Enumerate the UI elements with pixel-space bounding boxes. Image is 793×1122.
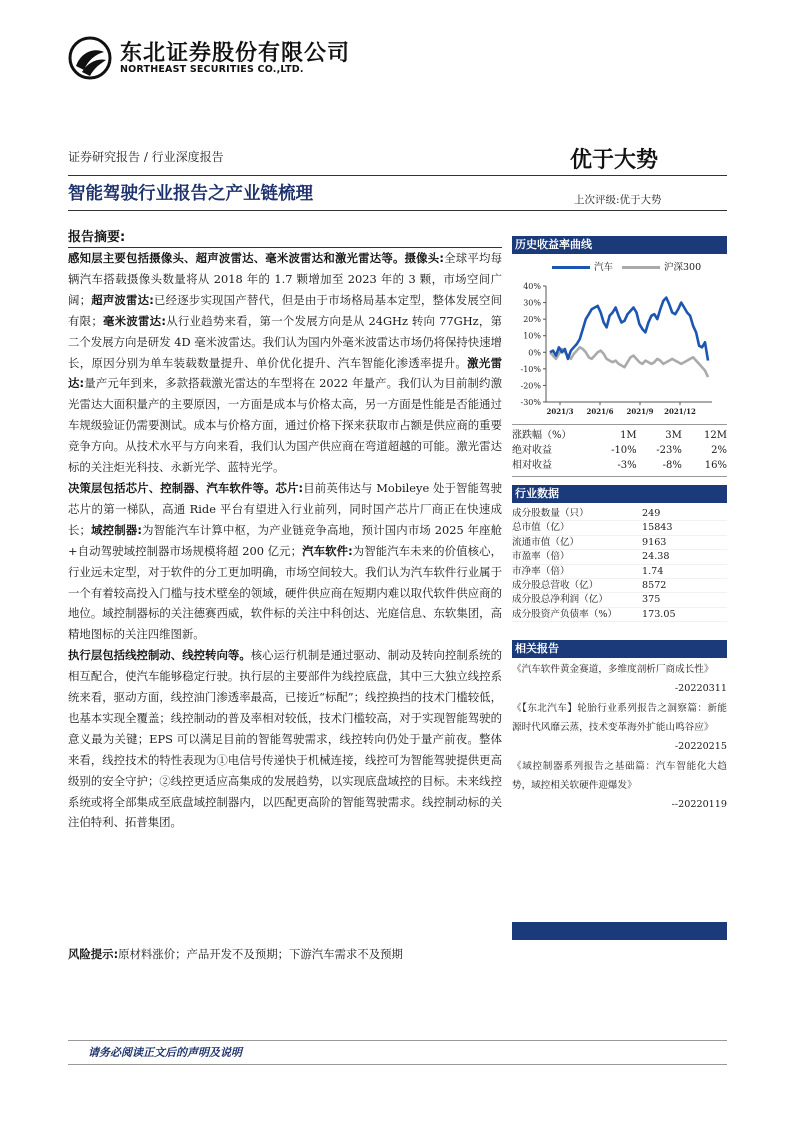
industry-data-label: 总市值（亿）	[512, 522, 570, 534]
industry-data-label: 流通市值（亿）	[512, 536, 580, 548]
paragraph-text: 全球平均每辆汽车搭载摄像头数量将从 2018 年的 1.7 颗增加至 2023 年的 3 颗，市场空间广阔；	[68, 251, 502, 307]
page-title: 智能驾驶行业报告之产业链梳理	[68, 184, 313, 204]
y-tick-label: 40%	[523, 282, 541, 291]
x-tick-label: 2021/9	[626, 407, 654, 416]
perf-cell: -23%	[656, 445, 682, 456]
paragraph-heading: 超声波雷达:	[91, 292, 154, 307]
paragraph-heading: 感知层主要包括摄像头、超声波雷达、毫米波雷达和激光雷达等。摄像头:	[68, 251, 444, 265]
x-tick-label: 2021/12	[664, 407, 696, 416]
paragraph-heading: 激光雷达:	[68, 355, 502, 391]
performance-row	[512, 458, 727, 473]
related-report-item[interactable]	[512, 660, 727, 699]
paragraph-text: 核心运行机制是通过驱动、制动及转向控制系统的相互配合，使汽车能够稳定行驶。执行层的主要部件为线控底盘，其中三大独立线控系统来看，驱动方面，线控油门渗透率最高，已接近“标配”；线控换挡的技术门槛较低，也基本实现全覆盖；线控制动的普及率相对较低，技术门槛较高，对于实现智能驾驶的意义最为关键；EPS 可以满足目前的智能驾驶需求，线控转向仍处于量产前夜。整体来看，线控技术的特性表现为①电信号传递快于机械连接，线控可为智能驾驶提供更高级别的安全守护；②线控更适应高集成的发展趋势，以实现底盘域控的目标。未来线控系统或将全部集成至底盘域控制器内，以匹配更高阶的智能驾驶需求。线控制动标的关注伯特利、拓普集团。	[68, 648, 502, 830]
perf-header: 12M	[704, 430, 728, 441]
chart-legend	[512, 254, 727, 280]
industry-data-label: 成分股总营收（亿）	[512, 579, 599, 591]
legend-label-auto: 汽车	[594, 262, 614, 273]
paragraph-heading: 执行层包括线控制动、线控转向等。	[68, 648, 251, 663]
previous-rating: 上次评级:优于大势	[574, 194, 662, 206]
summary-paragraph	[68, 645, 502, 833]
breadcrumb: 证券研究报告 / 行业深度报告	[68, 150, 224, 164]
related-report-list	[512, 660, 727, 815]
y-tick-label: 20%	[523, 315, 541, 325]
summary-section	[68, 226, 502, 833]
paragraph-heading: 决策层包括芯片、控制器、汽车软件等。芯片:	[68, 480, 304, 495]
related-report-item[interactable]	[512, 757, 727, 815]
summary-paragraph	[68, 248, 502, 478]
industry-data-row	[512, 507, 727, 521]
summary-paragraph	[68, 478, 502, 645]
related-report-title[interactable]: 《【东北汽车】轮胎行业系列报告之洞察篇：新能源时代风靡云蒸，技术变革海外扩能山鸣谷应》	[512, 703, 727, 734]
performance-table	[512, 424, 727, 477]
performance-row	[512, 443, 727, 458]
x-tick-label: 2021/6	[586, 407, 614, 416]
industry-data-value: 173.05	[642, 608, 676, 620]
perf-cell: 绝对收益	[512, 445, 552, 456]
perf-cell: -3%	[617, 460, 637, 471]
perf-header: 1M	[620, 430, 637, 441]
divider	[68, 1040, 727, 1041]
industry-data-row	[512, 608, 727, 622]
industry-data-label: 成分股数量（只）	[512, 508, 589, 519]
sidebar	[512, 236, 727, 815]
y-tick-label: -10%	[520, 364, 541, 374]
paragraph-heading: 域控制器:	[90, 522, 142, 537]
industry-data-row	[512, 593, 727, 607]
paragraph-text: 目前英伟达与 Mobileye 处于智能驾驶芯片的第一梯队，高通 Ride 平台有望进入行业前列，同时国产芯片厂商正在快速成长；	[68, 480, 502, 537]
summary-body	[68, 248, 502, 833]
paragraph-heading: 毫米波雷达:	[102, 313, 166, 328]
industry-data-row	[512, 550, 727, 564]
company-header	[68, 34, 368, 84]
industry-data-label: 市盈率（倍）	[512, 551, 570, 563]
perf-header: 3M	[665, 430, 682, 441]
industry-data-value: 8572	[642, 579, 667, 591]
y-tick-label: 30%	[523, 298, 541, 308]
industry-data-value: 375	[642, 594, 661, 606]
risk-warning	[68, 946, 403, 962]
industry-data-label: 成分股总净利润（亿）	[512, 594, 608, 606]
company-name-en: NORTHEAST SECURITIES CO.,LTD.	[120, 64, 304, 75]
y-tick-label: 0%	[528, 348, 541, 358]
industry-section-title: 行业数据	[512, 485, 727, 503]
company-logo-icon	[68, 36, 112, 80]
company-name-cn: 东北证券股份有限公司	[120, 41, 351, 66]
related-report-date: --20220119	[671, 799, 727, 811]
perf-cell: 16%	[704, 460, 728, 471]
industry-data-row	[512, 579, 727, 593]
legend-swatch-csi300	[622, 266, 660, 269]
paragraph-text: 为智能汽车计算中枢，为产业链竞争高地，预计国内市场 2025 年座舱+自动驾驶域控制器市场规模将超 200 亿元；	[68, 522, 502, 558]
perf-cell: -10%	[611, 445, 637, 456]
performance-header-row	[512, 428, 727, 443]
risk-text: 原材料涨价；产品开发不及预期；下游汽车需求不及预期	[118, 947, 403, 961]
risk-label: 风险提示:	[68, 947, 119, 961]
series-line-auto	[550, 298, 708, 361]
footer-disclaimer: 请务必阅读正文后的声明及说明	[88, 1046, 242, 1059]
series-line-csi300	[550, 347, 708, 377]
sidebar-bottom-bar	[512, 922, 727, 940]
x-tick-label: 2021/3	[546, 407, 574, 416]
perf-cell: -8%	[662, 460, 682, 471]
paragraph-text: 从行业趋势来看，第一个发展方向是从 24GHz 转向 77GHz，第二个发展方向是研发 4D 毫米波雷达。我们认为国内外毫米波雷达市场仍将保持快速增长，原因分别为单车装载数量提升、单价优化提升、汽车智能化渗透率提升。	[68, 313, 502, 370]
return-chart	[512, 280, 727, 418]
related-report-date: -20220215	[674, 741, 727, 753]
perf-header: 涨跌幅（%）	[512, 430, 572, 441]
related-reports-section	[512, 640, 727, 815]
rating: 优于大势	[570, 148, 659, 173]
paragraph-heading: 汽车软件:	[302, 543, 353, 558]
chart-section-title: 历史收益率曲线	[512, 236, 727, 254]
industry-data-row	[512, 536, 727, 550]
paragraph-text: 量产元年到来，多款搭载激光雷达的车型将在 2022 年量产。我们认为目前制约激光雷达大面积量产的主要原因，一方面是成本与价格太高，另一方面是性能是否能通过车规级验证仍需要测试。成本与价格方面，通过价格下探来获取市占额是供应商的重要竞争方向。从技术水平与方向来看，我们认为国产供应商在弯道超越的可能。激光雷达标的关注炬光科技、永新光学、蓝特光学。	[68, 376, 503, 475]
legend-label-csi300: 沪深300	[664, 262, 702, 273]
related-report-date: -20220311	[674, 683, 727, 695]
industry-data-row	[512, 565, 727, 579]
industry-data-table	[512, 507, 727, 622]
industry-data-label: 成分股资产负债率（%）	[512, 608, 618, 620]
industry-data-value: 249	[642, 508, 661, 519]
paragraph-text: 为智能汽车未来的价值核心，行业远未定型，对于软件的分工更加明确，市场空间较大。我们认为汽车软件行业属于一个有着较高投入门槛与技术壁垒的领域，硬件供应商在短期内难以取代软件供应商的地位。域控制器标的关注德赛西威，软件标的关注中科创达、光庭信息、东软集团，高精地图标的关注四维图新。	[68, 543, 502, 642]
divider	[68, 175, 727, 176]
related-section-title: 相关报告	[512, 640, 727, 658]
summary-heading: 报告摘要:	[68, 226, 502, 248]
paragraph-text: 已经逐步实现国产替代，但是由于市场格局基本定型，整体发展空间有限；	[68, 292, 502, 328]
industry-data-value: 1.74	[642, 565, 664, 577]
related-report-title[interactable]: 《域控制器系列报告之基础篇：汽车智能化大趋势，域控相关软硬件迎爆发》	[512, 761, 727, 792]
industry-data-value: 15843	[642, 522, 673, 534]
industry-data-section	[512, 485, 727, 622]
perf-cell: 相对收益	[512, 460, 552, 471]
legend-swatch-auto	[552, 266, 590, 269]
divider	[68, 1064, 727, 1065]
y-tick-label: -20%	[520, 381, 541, 391]
industry-data-value: 9163	[642, 536, 667, 548]
perf-cell: 2%	[711, 445, 728, 456]
related-report-item[interactable]	[512, 699, 727, 757]
y-tick-label: -30%	[520, 398, 541, 407]
related-report-title[interactable]: 《汽车软件黄金赛道，多维度剖析厂商成长性》	[512, 664, 714, 676]
industry-data-row	[512, 521, 727, 535]
industry-data-value: 24.38	[642, 551, 670, 563]
industry-data-label: 市净率（倍）	[512, 565, 570, 577]
divider	[68, 210, 727, 211]
y-tick-label: 10%	[523, 331, 541, 341]
